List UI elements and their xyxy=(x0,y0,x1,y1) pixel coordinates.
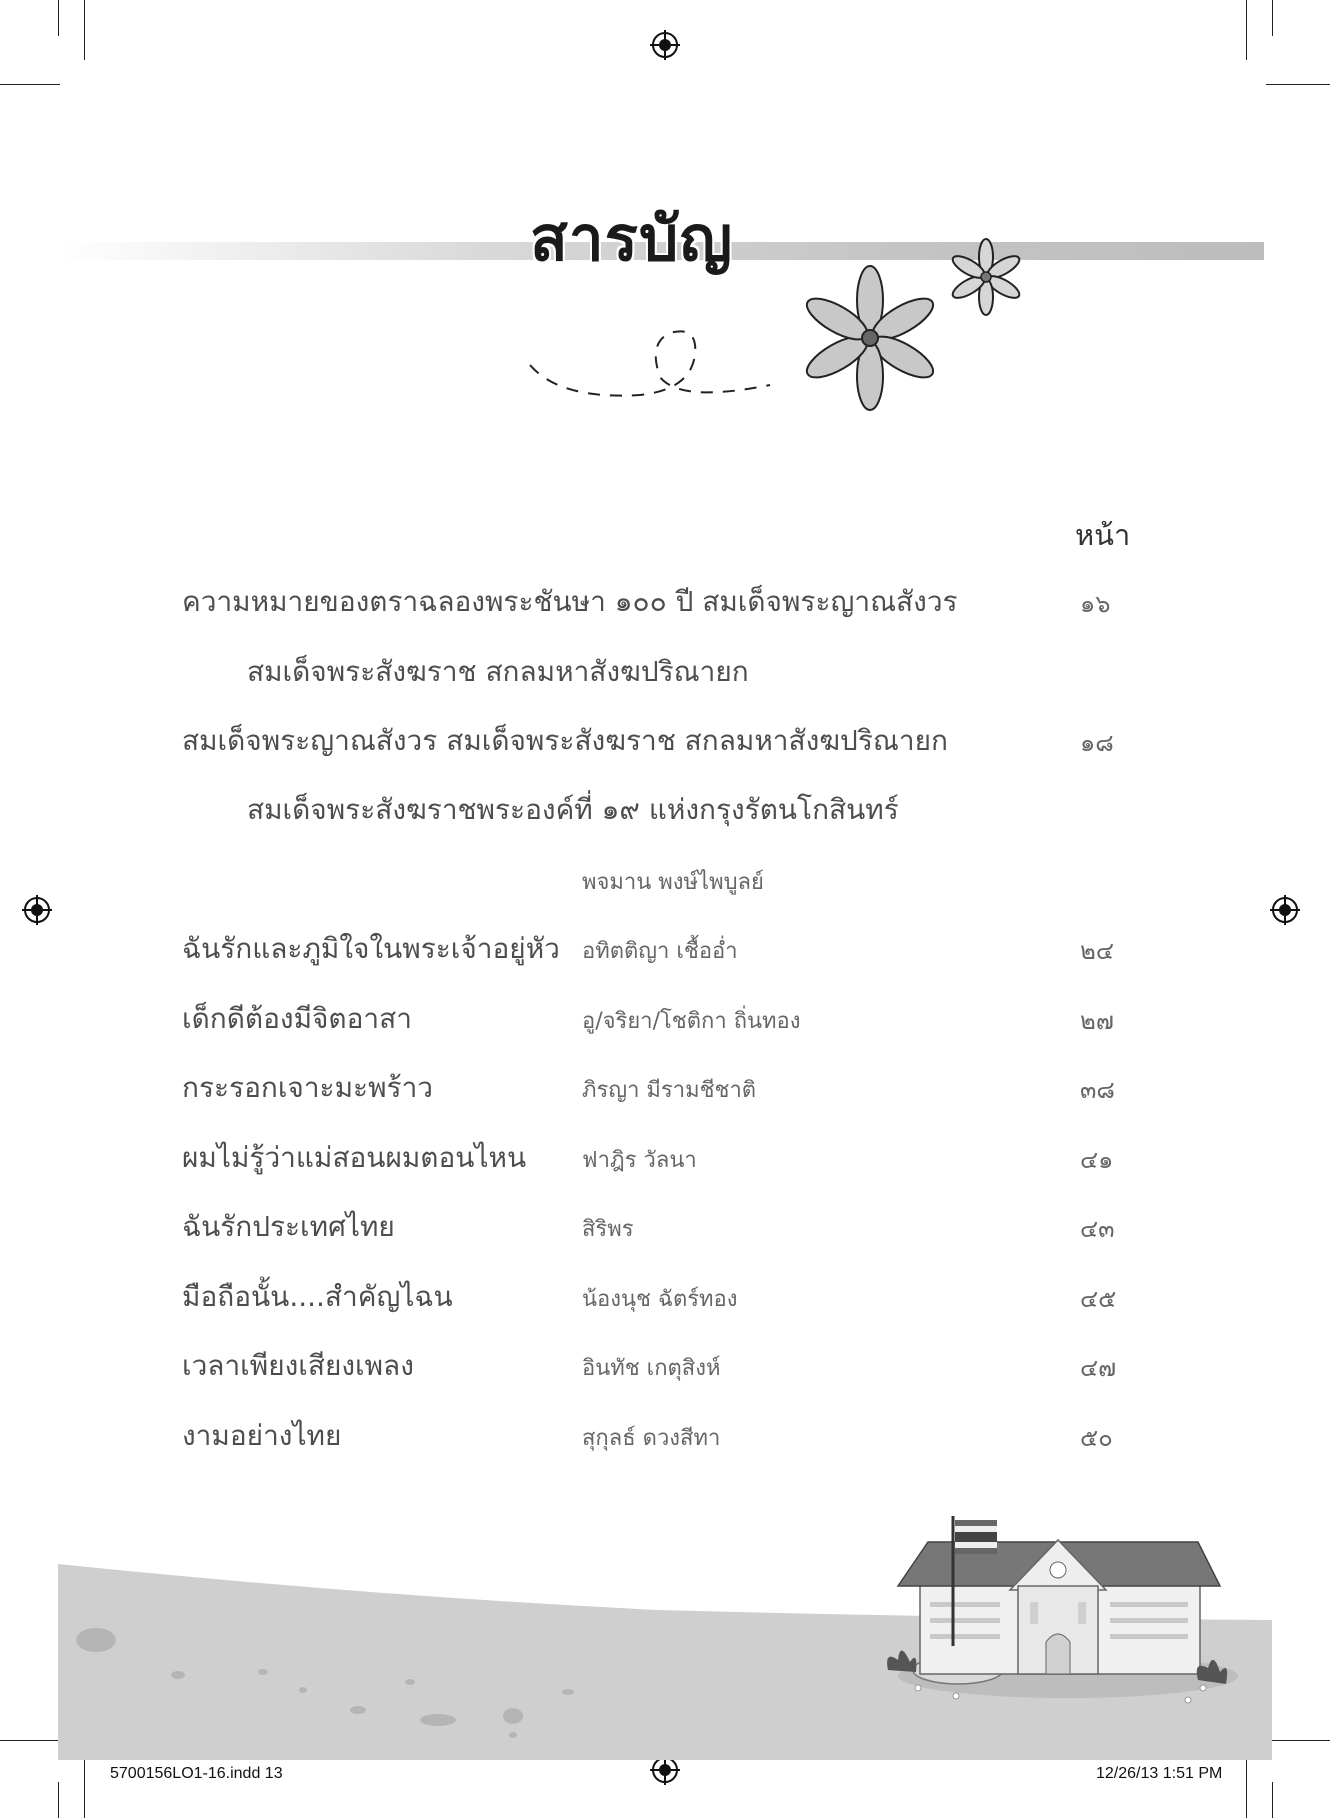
school-building-icon xyxy=(898,1540,1238,1698)
footer-file-label: 5700156LO1-16.indd 13 xyxy=(110,1765,283,1782)
entry-page: ๔๗ xyxy=(1080,1354,1117,1382)
entry-title: ความหมายของตราฉลองพระชันษา ๑๐๐ ปี สมเด็จพระญาณสังวร xyxy=(182,585,958,618)
list-item xyxy=(0,1066,1330,1116)
entry-title: สมเด็จพระญาณสังวร สมเด็จพระสังฆราช สกลมหาสังฆปริณายก xyxy=(182,724,948,757)
entry-title: ผมไม่รู้ว่าแม่สอนผมตอนไหน xyxy=(182,1141,527,1174)
entry-page: ๑๘ xyxy=(1080,729,1114,757)
entry-author: น้องนุช ฉัตร์ทอง xyxy=(582,1287,738,1312)
entry-title: งามอย่างไทย xyxy=(182,1419,342,1452)
entry-author: สุกุลธ์ ดวงสีทา xyxy=(582,1426,721,1451)
list-item xyxy=(0,719,1330,769)
entry-author: อทิตติญา เชื้ออ่ำ xyxy=(582,939,738,964)
entry-page: ๑๖ xyxy=(1080,590,1111,618)
entry-author: พจมาน พงษ์ไพบูลย์ xyxy=(582,870,764,895)
entry-title: เวลาเพียงเสียงเพลง xyxy=(182,1349,414,1382)
entry-author: ภิรญา มีรามชีชาติ xyxy=(582,1078,757,1103)
list-item xyxy=(0,1205,1330,1255)
page-column-header: หน้า xyxy=(1075,518,1131,552)
dashed-flight-path xyxy=(530,331,770,395)
entry-title: มือถือนั้น....สำคัญไฉน xyxy=(182,1280,453,1313)
entry-title: สมเด็จพระสังฆราช สกลมหาสังฆปริณายก xyxy=(247,655,749,688)
entry-page: ๒๔ xyxy=(1080,937,1114,965)
entry-page: ๔๑ xyxy=(1080,1146,1114,1174)
flower-icon xyxy=(950,239,1023,315)
flower-icon xyxy=(801,266,939,410)
entry-author: ฟาฎิร วัลนา xyxy=(582,1148,697,1173)
entry-page: ๓๘ xyxy=(1080,1076,1115,1104)
footer-datetime: 12/26/13 1:51 PM xyxy=(1096,1765,1223,1782)
ground-illustration xyxy=(58,1500,1272,1760)
list-item xyxy=(0,788,1330,838)
entry-title: เด็กดีต้องมีจิตอาสา xyxy=(182,1002,412,1035)
list-item xyxy=(0,997,1330,1047)
list-item xyxy=(0,1275,1330,1325)
list-item xyxy=(0,927,1330,977)
entry-page: ๕๐ xyxy=(1080,1424,1113,1452)
entry-author: อินทัช เกตุสิงห์ xyxy=(582,1356,721,1381)
registration-mark-icon xyxy=(650,30,680,60)
entry-page: ๒๗ xyxy=(1080,1007,1114,1035)
list-item xyxy=(0,1414,1330,1464)
list-item xyxy=(0,1136,1330,1186)
entry-page: ๔๓ xyxy=(1080,1215,1115,1243)
list-item xyxy=(0,580,1330,630)
entry-title: สมเด็จพระสังฆราชพระองค์ที่ ๑๙ แห่งกรุงรัตนโกสินทร์ xyxy=(247,793,899,826)
entry-title: กระรอกเจาะมะพร้าว xyxy=(182,1071,434,1104)
list-item xyxy=(0,858,1330,908)
page-title: สารบัญ xyxy=(530,202,734,275)
entry-title: ฉันรักประเทศไทย xyxy=(182,1210,395,1243)
list-item xyxy=(0,650,1330,700)
entry-author: สิริพร xyxy=(582,1217,634,1242)
entry-title: ฉันรักและภูมิใจในพระเจ้าอยู่หัว xyxy=(182,932,560,965)
flower-decoration xyxy=(520,225,1040,415)
entry-page: ๔๕ xyxy=(1080,1285,1117,1313)
entry-author: อู/จริยา/โชติกา ถิ่นทอง xyxy=(582,1009,801,1034)
list-item xyxy=(0,1344,1330,1394)
